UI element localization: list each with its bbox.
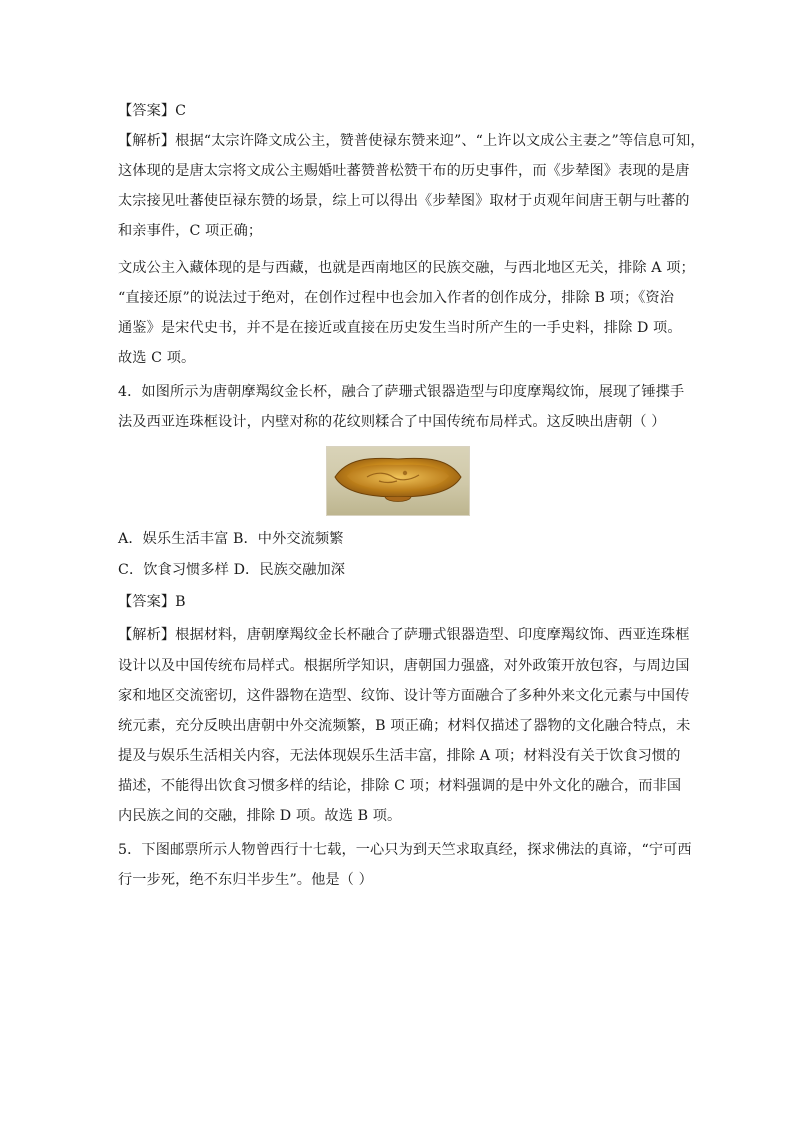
answer-line-4: 【答案】B [118, 594, 186, 610]
analysis-line-3c: 太宗接见吐蕃使臣禄东赞的场景，综上可以得出《步辇图》取材于贞观年间唐王朝与吐蕃的 [118, 193, 690, 209]
question-5-line-2: 行一步死，绝不东归半步生”。他是（ ） [118, 872, 373, 888]
analysis-line-3a: 【解析】根据“太宗许降文成公主，赞普使禄东赞来迎”、“上许以文成公主妻之”等信息可知， [118, 133, 705, 149]
analysis-line-4g: 内民族之间的交融，排除 D 项。故选 B 项。 [118, 808, 402, 824]
analysis-line-4e: 提及与娱乐生活相关内容，无法体现娱乐生活丰富，排除 A 项；材料没有关于饮食习惯的 [118, 748, 681, 764]
analysis-line-3f: “直接还原”的说法过于绝对，在创作过程中也会加入作者的创作成分，排除 B 项；《资治 [118, 290, 674, 306]
analysis-line-3d: 和亲事件，C 项正确； [118, 223, 263, 239]
gold-cup-image [326, 446, 470, 516]
question-5-line-1: 5．下图邮票所示人物曾西行十七载，一心只为到天竺求取真经，探求佛法的真谛，“宁可西 [118, 842, 692, 858]
question-4-line-2: 法及西亚连珠框设计，内壁对称的花纹则糅合了中国传统布局样式。这反映出唐朝（ ） [118, 414, 666, 430]
analysis-line-4d: 统元素，充分反映出唐朝中外交流频繁，B 项正确；材料仅描述了器物的文化融合特点，未 [118, 718, 691, 734]
analysis-line-4c: 家和地区交流密切，这件器物在造型、纹饰、设计等方面融合了多种外来文化元素与中国传 [118, 688, 690, 704]
answer-line-3: 【答案】C [118, 103, 187, 119]
analysis-line-3b: 这体现的是唐太宗将文成公主赐婚吐蕃赞普松赞干布的历史事件，而《步辇图》表现的是唐 [118, 163, 690, 179]
analysis-line-4f: 描述，不能得出饮食习惯多样的结论，排除 C 项；材料强调的是中外文化的融合，而非国 [118, 778, 682, 794]
question-4-line-1: 4．如图所示为唐朝摩羯纹金长杯，融合了萨珊式银器造型与印度摩羯纹饰，展现了锤揲手 [118, 384, 685, 400]
analysis-line-3g: 通鉴》是宋代史书，并不是在接近或直接在历史发生当时所产生的一手史料，排除 D 项。 [118, 320, 682, 336]
analysis-line-4b: 设计以及中国传统布局样式。根据所学知识，唐朝国力强盛，对外政策开放包容，与周边国 [118, 658, 690, 674]
analysis-line-3e: 文成公主入藏体现的是与西藏，也就是西南地区的民族交融，与西北地区无关，排除 A 项； [118, 260, 695, 276]
option-line-a-b: A．娱乐生活丰富 B．中外交流频繁 [118, 531, 344, 547]
analysis-line-4a: 【解析】根据材料，唐朝摩羯纹金长杯融合了萨珊式银器造型、印度摩羯纹饰、西亚连珠框 [118, 627, 690, 643]
analysis-line-3h: 故选 C 项。 [118, 350, 196, 366]
gold-cup-drawing [327, 447, 469, 515]
option-line-c-d: C．饮食习惯多样 D．民族交融加深 [118, 562, 346, 578]
